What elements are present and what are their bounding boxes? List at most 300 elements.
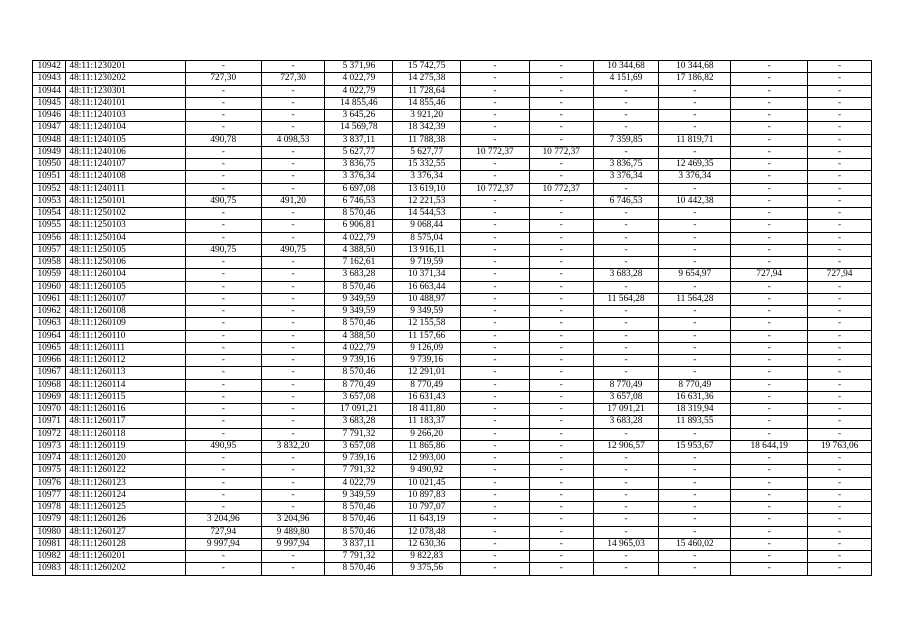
table-cell: 4 022,79 — [325, 232, 393, 244]
table-cell: - — [461, 404, 530, 416]
table-cell: - — [529, 318, 593, 330]
table-cell: 48:11:1260119 — [66, 440, 185, 452]
table-cell: 8 570,46 — [325, 281, 393, 293]
table-cell: 3 657,08 — [325, 391, 393, 403]
table-row — [33, 551, 872, 563]
table-cell: - — [461, 159, 530, 171]
table-cell: - — [808, 489, 872, 501]
table-cell: - — [461, 110, 530, 122]
table-cell: - — [659, 232, 731, 244]
table-cell: - — [808, 85, 872, 97]
table-cell: 14 855,46 — [393, 97, 461, 109]
table-cell: - — [659, 428, 731, 440]
table-cell: - — [185, 453, 261, 465]
table-cell: - — [659, 330, 731, 342]
table-cell: - — [808, 367, 872, 379]
table-cell: 8 575,04 — [393, 232, 461, 244]
table-cell: - — [185, 330, 261, 342]
table-cell: - — [461, 342, 530, 354]
table-cell: 490,75 — [261, 244, 325, 256]
table-cell: 48:11:1260111 — [66, 342, 185, 354]
table-cell: - — [659, 220, 731, 232]
table-cell: - — [461, 171, 530, 183]
data-table — [32, 60, 872, 576]
table-cell: - — [659, 281, 731, 293]
table-cell: - — [731, 110, 808, 122]
table-cell: - — [808, 404, 872, 416]
table-cell: 6 906,81 — [325, 220, 393, 232]
table-cell: - — [185, 122, 261, 134]
table-cell: - — [593, 257, 659, 269]
table-row — [33, 514, 872, 526]
table-cell: 10979 — [33, 514, 66, 526]
table-cell: - — [731, 220, 808, 232]
table-cell: 4 388,50 — [325, 244, 393, 256]
table-row — [33, 269, 872, 281]
table-cell: - — [185, 342, 261, 354]
table-cell: 16 663,44 — [393, 281, 461, 293]
table-cell: - — [808, 379, 872, 391]
table-row — [33, 208, 872, 220]
table-cell: - — [461, 257, 530, 269]
table-cell: 8 770,49 — [393, 379, 461, 391]
table-row — [33, 110, 872, 122]
table-cell: - — [261, 477, 325, 489]
table-cell: - — [461, 330, 530, 342]
table-cell: 11 157,66 — [393, 330, 461, 342]
table-cell: 10967 — [33, 367, 66, 379]
table-cell: - — [808, 281, 872, 293]
table-cell: - — [185, 232, 261, 244]
table-cell: 8 770,49 — [593, 379, 659, 391]
table-cell: - — [461, 502, 530, 514]
table-cell: - — [529, 257, 593, 269]
table-cell: - — [529, 502, 593, 514]
table-cell: 48:11:1240104 — [66, 122, 185, 134]
table-cell: - — [731, 551, 808, 563]
table-cell: - — [185, 391, 261, 403]
table-cell: 8 570,46 — [325, 514, 393, 526]
table-cell: 3 832,20 — [261, 440, 325, 452]
table-cell: - — [808, 342, 872, 354]
table-cell: 48:11:1230201 — [66, 61, 185, 73]
table-cell: - — [185, 465, 261, 477]
table-cell: - — [808, 244, 872, 256]
table-cell: - — [593, 489, 659, 501]
table-cell: - — [659, 477, 731, 489]
table-cell: - — [808, 514, 872, 526]
table-cell: - — [731, 232, 808, 244]
table-cell: - — [261, 453, 325, 465]
table-cell: 18 644,19 — [731, 440, 808, 452]
table-cell: 11 643,19 — [393, 514, 461, 526]
table-cell: 727,94 — [808, 269, 872, 281]
table-cell: 48:11:1250101 — [66, 195, 185, 207]
table-cell: - — [461, 355, 530, 367]
table-row — [33, 502, 872, 514]
table-cell: - — [529, 85, 593, 97]
table-cell: 15 953,67 — [659, 440, 731, 452]
table-cell: - — [261, 404, 325, 416]
table-cell: 18 411,80 — [393, 404, 461, 416]
table-cell: 12 078,48 — [393, 526, 461, 538]
table-cell: 14 855,46 — [325, 97, 393, 109]
table-row — [33, 134, 872, 146]
table-cell: - — [593, 514, 659, 526]
table-cell: - — [659, 465, 731, 477]
table-cell: - — [731, 195, 808, 207]
table-cell: - — [185, 477, 261, 489]
table-cell: 10 897,83 — [393, 489, 461, 501]
table-cell: - — [261, 489, 325, 501]
table-cell: 3 683,28 — [325, 269, 393, 281]
table-cell: 10974 — [33, 453, 66, 465]
table-cell: - — [808, 110, 872, 122]
table-cell: - — [185, 171, 261, 183]
table-cell: - — [185, 489, 261, 501]
table-cell: - — [185, 281, 261, 293]
table-cell: - — [529, 330, 593, 342]
table-cell: - — [529, 563, 593, 575]
table-cell: - — [529, 355, 593, 367]
table-body — [33, 61, 872, 576]
table-cell: 3 683,28 — [593, 269, 659, 281]
table-cell: 3 376,34 — [393, 171, 461, 183]
table-cell: - — [461, 489, 530, 501]
table-cell: - — [731, 416, 808, 428]
table-cell: 4 388,50 — [325, 330, 393, 342]
table-cell: - — [593, 502, 659, 514]
table-cell: - — [261, 293, 325, 305]
table-cell: - — [659, 342, 731, 354]
table-cell: 48:11:1230301 — [66, 85, 185, 97]
table-cell: - — [461, 97, 530, 109]
table-cell: - — [731, 97, 808, 109]
table-cell: - — [808, 453, 872, 465]
table-cell: - — [461, 416, 530, 428]
table-cell: - — [731, 257, 808, 269]
table-cell: - — [808, 416, 872, 428]
table-row — [33, 330, 872, 342]
table-cell: - — [731, 477, 808, 489]
table-cell: 12 291,01 — [393, 367, 461, 379]
table-cell: - — [659, 551, 731, 563]
table-cell: 48:11:1230202 — [66, 73, 185, 85]
table-cell: - — [461, 514, 530, 526]
table-cell: - — [659, 244, 731, 256]
table-cell: 9 068,44 — [393, 220, 461, 232]
table-cell: 490,75 — [185, 244, 261, 256]
table-cell: 4 022,79 — [325, 73, 393, 85]
table-cell: - — [808, 526, 872, 538]
table-cell: 10971 — [33, 416, 66, 428]
table-cell: 727,30 — [185, 73, 261, 85]
table-cell: - — [529, 514, 593, 526]
table-cell: - — [529, 195, 593, 207]
table-cell: - — [461, 477, 530, 489]
table-cell: 48:11:1260124 — [66, 489, 185, 501]
table-cell: - — [185, 208, 261, 220]
table-cell: - — [461, 440, 530, 452]
table-cell: 12 906,57 — [593, 440, 659, 452]
table-cell: 8 570,46 — [325, 208, 393, 220]
table-cell: 10951 — [33, 171, 66, 183]
table-cell: - — [731, 489, 808, 501]
table-cell: 10 442,38 — [659, 195, 731, 207]
table-cell: 10981 — [33, 538, 66, 550]
table-cell: 48:11:1250102 — [66, 208, 185, 220]
table-cell: - — [261, 232, 325, 244]
table-cell: 10970 — [33, 404, 66, 416]
table-cell: 10 797,07 — [393, 502, 461, 514]
table-cell: - — [529, 453, 593, 465]
table-cell: - — [731, 355, 808, 367]
table-cell: - — [461, 232, 530, 244]
table-cell: - — [185, 159, 261, 171]
table-cell: - — [659, 489, 731, 501]
table-cell: - — [461, 269, 530, 281]
table-cell: 7 359,85 — [593, 134, 659, 146]
table-cell: 11 788,38 — [393, 134, 461, 146]
table-cell: - — [529, 465, 593, 477]
table-row — [33, 379, 872, 391]
table-cell: 48:11:1260109 — [66, 318, 185, 330]
table-cell: - — [185, 551, 261, 563]
table-row — [33, 306, 872, 318]
table-cell: - — [261, 281, 325, 293]
table-row — [33, 416, 872, 428]
table-cell: - — [808, 391, 872, 403]
table-cell: 10969 — [33, 391, 66, 403]
table-cell: - — [185, 404, 261, 416]
table-cell: 17 091,21 — [325, 404, 393, 416]
table-cell: - — [529, 416, 593, 428]
table-cell: - — [529, 489, 593, 501]
table-cell: 9 349,59 — [325, 293, 393, 305]
table-cell: - — [808, 61, 872, 73]
table-cell: - — [659, 367, 731, 379]
table-cell: - — [461, 551, 530, 563]
table-cell: - — [461, 465, 530, 477]
table-cell: - — [185, 379, 261, 391]
table-cell: 48:11:1260118 — [66, 428, 185, 440]
table-cell: - — [461, 122, 530, 134]
table-cell: - — [261, 416, 325, 428]
table-cell: 10954 — [33, 208, 66, 220]
table-cell: - — [731, 391, 808, 403]
table-cell: - — [461, 61, 530, 73]
table-cell: 13 916,11 — [393, 244, 461, 256]
table-cell: - — [529, 367, 593, 379]
table-cell: - — [593, 183, 659, 195]
table-cell: 5 627,77 — [325, 146, 393, 158]
table-cell: - — [461, 134, 530, 146]
table-cell: - — [185, 355, 261, 367]
table-cell: - — [261, 97, 325, 109]
table-cell: - — [593, 355, 659, 367]
table-cell: 48:11:1240106 — [66, 146, 185, 158]
table-cell: - — [808, 159, 872, 171]
table-cell: 48:11:1260104 — [66, 269, 185, 281]
table-cell: 8 770,49 — [325, 379, 393, 391]
table-cell: 10957 — [33, 244, 66, 256]
table-cell: 3 204,96 — [261, 514, 325, 526]
table-cell: 9 739,16 — [325, 355, 393, 367]
table-row — [33, 367, 872, 379]
table-cell: - — [261, 355, 325, 367]
table-cell: 8 770,49 — [659, 379, 731, 391]
table-cell: 14 544,53 — [393, 208, 461, 220]
table-cell: - — [185, 306, 261, 318]
table-cell: - — [261, 306, 325, 318]
table-cell: - — [731, 502, 808, 514]
table-cell: - — [529, 110, 593, 122]
table-cell: - — [659, 183, 731, 195]
table-cell: - — [659, 526, 731, 538]
table-cell: 490,95 — [185, 440, 261, 452]
table-cell: 490,75 — [185, 195, 261, 207]
table-cell: 19 763,06 — [808, 440, 872, 452]
table-cell: 10962 — [33, 306, 66, 318]
table-cell: - — [808, 502, 872, 514]
table-cell: - — [529, 134, 593, 146]
table-cell: - — [261, 502, 325, 514]
table-cell: 9 349,59 — [393, 306, 461, 318]
table-cell: - — [461, 85, 530, 97]
table-cell: 48:11:1260120 — [66, 453, 185, 465]
table-row — [33, 244, 872, 256]
table-row — [33, 465, 872, 477]
table-cell: - — [808, 330, 872, 342]
table-cell: - — [529, 477, 593, 489]
table-cell: 48:11:1260113 — [66, 367, 185, 379]
table-cell: - — [461, 244, 530, 256]
table-cell: - — [461, 281, 530, 293]
table-cell: 18 342,39 — [393, 122, 461, 134]
table-cell: - — [593, 85, 659, 97]
table-cell: - — [731, 183, 808, 195]
table-cell: - — [808, 355, 872, 367]
table-cell: - — [731, 367, 808, 379]
table-cell: - — [731, 134, 808, 146]
table-cell: - — [461, 563, 530, 575]
table-cell: - — [593, 281, 659, 293]
table-cell: - — [461, 453, 530, 465]
table-cell: 12 993,00 — [393, 453, 461, 465]
table-cell: - — [261, 391, 325, 403]
table-cell: - — [659, 110, 731, 122]
table-row — [33, 342, 872, 354]
table-cell: 6 746,53 — [325, 195, 393, 207]
table-cell: 48:11:1250106 — [66, 257, 185, 269]
table-cell: 3 683,28 — [325, 416, 393, 428]
table-cell: - — [731, 404, 808, 416]
table-cell: 727,30 — [261, 73, 325, 85]
table-row — [33, 220, 872, 232]
table-cell: - — [529, 61, 593, 73]
table-cell: - — [731, 514, 808, 526]
table-cell: 10 488,97 — [393, 293, 461, 305]
table-cell: - — [731, 73, 808, 85]
table-cell: 48:11:1260110 — [66, 330, 185, 342]
table-cell: - — [808, 306, 872, 318]
table-cell: 48:11:1260202 — [66, 563, 185, 575]
table-cell: - — [731, 159, 808, 171]
table-cell: 9 489,80 — [261, 526, 325, 538]
table-cell: 10945 — [33, 97, 66, 109]
table-row — [33, 183, 872, 195]
table-cell: - — [261, 257, 325, 269]
table-cell: - — [593, 232, 659, 244]
table-row — [33, 355, 872, 367]
table-row — [33, 293, 872, 305]
table-cell: 9 997,94 — [261, 538, 325, 550]
table-cell: 15 742,75 — [393, 61, 461, 73]
table-cell: - — [731, 538, 808, 550]
table-cell: - — [529, 342, 593, 354]
table-cell: - — [185, 563, 261, 575]
table-cell: 48:11:1260125 — [66, 502, 185, 514]
table-cell: 48:11:1260115 — [66, 391, 185, 403]
table-cell: - — [529, 440, 593, 452]
table-cell: - — [659, 122, 731, 134]
table-cell: - — [731, 428, 808, 440]
table-cell: 48:11:1240105 — [66, 134, 185, 146]
table-cell: 7 791,32 — [325, 465, 393, 477]
table-cell: - — [731, 244, 808, 256]
table-cell: - — [808, 183, 872, 195]
table-cell: 10972 — [33, 428, 66, 440]
table-cell: - — [808, 551, 872, 563]
table-cell: 3 657,08 — [325, 440, 393, 452]
table-cell: - — [261, 342, 325, 354]
table-cell: 48:11:1260105 — [66, 281, 185, 293]
table-cell: 8 570,46 — [325, 318, 393, 330]
table-cell: - — [185, 97, 261, 109]
table-cell: 11 865,86 — [393, 440, 461, 452]
table-cell: - — [593, 306, 659, 318]
table-cell: 3 683,28 — [593, 416, 659, 428]
table-cell: 12 221,53 — [393, 195, 461, 207]
table-row — [33, 85, 872, 97]
table-cell: - — [529, 526, 593, 538]
table-cell: - — [461, 391, 530, 403]
table-cell: 9 739,16 — [325, 453, 393, 465]
table-cell: - — [659, 514, 731, 526]
table-cell: - — [593, 122, 659, 134]
table-cell: - — [659, 97, 731, 109]
table-cell: 10973 — [33, 440, 66, 452]
table-cell: - — [808, 465, 872, 477]
table-cell: - — [808, 428, 872, 440]
table-cell: - — [593, 477, 659, 489]
table-cell: 4 022,79 — [325, 477, 393, 489]
table-row — [33, 489, 872, 501]
table-cell: - — [731, 379, 808, 391]
table-cell: - — [261, 465, 325, 477]
table-cell: 10947 — [33, 122, 66, 134]
table-cell: 48:11:1240107 — [66, 159, 185, 171]
table-cell: - — [808, 477, 872, 489]
table-cell: - — [731, 61, 808, 73]
table-cell: 48:11:1260122 — [66, 465, 185, 477]
table-row — [33, 391, 872, 403]
table-cell: 9 349,59 — [325, 489, 393, 501]
table-cell: - — [808, 293, 872, 305]
table-cell: 48:11:1260201 — [66, 551, 185, 563]
table-cell: 6 697,08 — [325, 183, 393, 195]
table-cell: 8 570,46 — [325, 502, 393, 514]
